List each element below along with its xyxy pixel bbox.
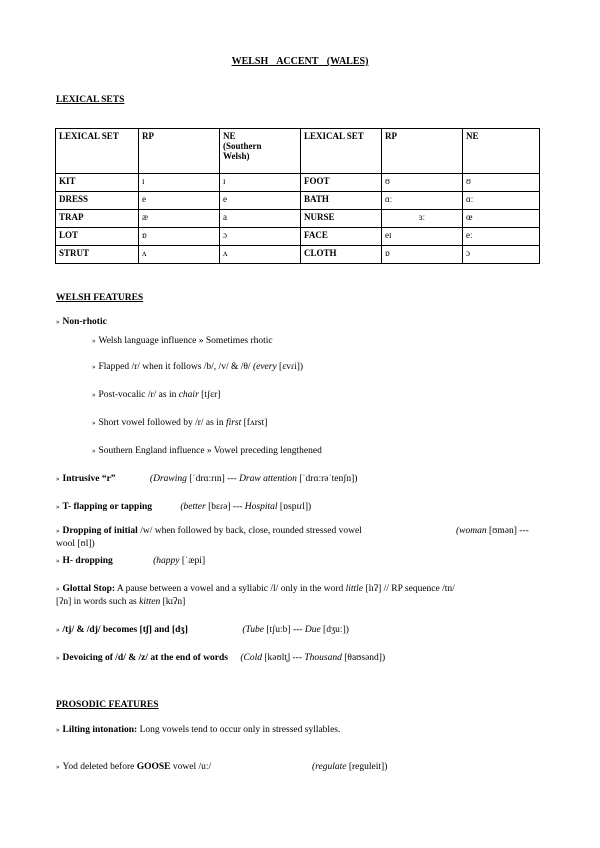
example-word: (better: [180, 502, 206, 512]
lexical-sets-heading: LEXICAL SETS: [56, 95, 125, 105]
feature-label: Glottal Stop:: [62, 584, 116, 594]
example-word: kitten: [139, 597, 161, 607]
example-word: (Cold: [240, 653, 262, 663]
feature-devoicing: [56, 653, 385, 663]
example-ipa: [ˈdrɑːrɪn] ---: [186, 474, 240, 484]
example-word: first: [225, 418, 242, 428]
feature-sub-item: [92, 362, 303, 372]
table-cell: ɪ: [220, 174, 301, 192]
example-ipa: [ɒspɪɾl]): [277, 502, 312, 512]
feature-label: Lilting intonation:: [62, 725, 138, 735]
feature-sub-item: [92, 390, 220, 400]
feature-label: Non-rhotic: [62, 317, 107, 327]
welsh-features-heading: WELSH FEATURES: [56, 293, 144, 303]
bullet-icon: »: [92, 337, 96, 345]
example-ipa: [kəʊlt̥] ---: [261, 653, 305, 663]
table-cell: ɑː: [382, 192, 463, 210]
bullet-icon: »: [56, 527, 60, 535]
feature-dropping-w-example: [456, 526, 529, 536]
header-cell: [220, 129, 301, 174]
feature-glottal-stop: [56, 584, 455, 594]
feature-label: Dropping of initial: [62, 526, 138, 536]
header-cell: [301, 129, 382, 174]
table-cell: ɜː: [382, 210, 463, 228]
example-ipa: [ɛvɾi]): [276, 362, 304, 372]
lexical-sets-table: [55, 128, 540, 264]
feature-text: Short vowel followed by /r/ as in: [98, 418, 226, 428]
table-cell: TRAP: [56, 210, 139, 228]
header-cell: [56, 129, 139, 174]
bullet-icon: »: [56, 654, 60, 662]
table-header-row: [56, 129, 540, 174]
example-word: chair: [178, 390, 199, 400]
bullet-icon: »: [92, 419, 96, 427]
example-ipa: [tʃɛr]: [198, 390, 221, 400]
feature-text: Post-vocalic /r/ as in: [98, 390, 179, 400]
feature-text: Long vowels tend to occur only in stressed syllables.: [137, 725, 341, 735]
table-row: [56, 210, 540, 228]
bullet-icon: »: [56, 503, 60, 511]
table-cell: eɪ: [382, 228, 463, 246]
table-cell: CLOTH: [301, 246, 382, 264]
table-cell: eː: [463, 228, 540, 246]
feature-text: [lɪʔ] // RP sequence /tn/: [363, 584, 455, 594]
example-word: Due: [304, 625, 321, 635]
example-word: (happy: [153, 556, 180, 566]
header-lexical-set-2: LEXICAL SET: [304, 131, 364, 141]
bullet-icon: »: [56, 585, 60, 593]
table-cell: ɒ: [139, 228, 220, 246]
table-cell: BATH: [301, 192, 382, 210]
example-word: Thousand: [304, 653, 342, 663]
example-word: (woman: [456, 526, 487, 536]
table-cell: ʊ: [382, 174, 463, 192]
example-ipa: [dʒuː]): [320, 625, 349, 635]
table-cell: a: [220, 210, 301, 228]
feature-text: [kɪʔn]: [160, 597, 186, 607]
table-cell: NURSE: [301, 210, 382, 228]
table-cell: ɪ: [139, 174, 220, 192]
table-row: [56, 228, 540, 246]
example-ipa: [θaʊsənd]): [341, 653, 386, 663]
feature-sub-item: [92, 336, 273, 346]
feature-lilting-intonation: [56, 725, 340, 735]
header-ne-2: NE: [466, 131, 479, 141]
table-cell: ɔ: [463, 246, 540, 264]
feature-text: vowel /uː/: [170, 762, 212, 772]
prosodic-features-heading: PROSODIC FEATURES: [56, 700, 159, 710]
feature-dropping-w-example-cont: [56, 539, 95, 549]
example-ipa: [ʊmən] ---: [486, 526, 529, 536]
header-rp: RP: [142, 131, 154, 141]
table-cell: œ: [463, 210, 540, 228]
table-row: [56, 174, 540, 192]
feature-h-dropping: [56, 556, 205, 566]
bullet-icon: »: [56, 318, 60, 326]
table-cell: LOT: [56, 228, 139, 246]
bullet-icon: »: [92, 447, 96, 455]
feature-text: Flapped /r/ when it follows /b/, /v/ & /θ/: [98, 362, 253, 372]
header-cell: [463, 129, 540, 174]
header-cell: [382, 129, 463, 174]
example-word: (every: [252, 362, 277, 372]
bullet-icon: »: [56, 763, 60, 771]
example-ipa: [reguleit]): [346, 762, 388, 772]
bullet-icon: »: [56, 626, 60, 634]
bullet-icon: »: [56, 475, 60, 483]
table-cell: ɒ: [382, 246, 463, 264]
example-word: (Drawing: [149, 474, 187, 484]
feature-text: Southern England influence » Vowel preceding lengthened: [98, 446, 322, 456]
bullet-icon: »: [92, 363, 96, 371]
feature-glottal-stop-cont: [56, 597, 185, 607]
feature-yod-coalescence: [56, 625, 349, 635]
feature-yod-deletion: [56, 762, 211, 772]
table-cell: FOOT: [301, 174, 382, 192]
table-cell: e: [220, 192, 301, 210]
header-rp-2: RP: [385, 131, 397, 141]
table-cell: ʌ: [139, 246, 220, 264]
feature-label: H- dropping: [62, 556, 113, 566]
table-cell: æ: [139, 210, 220, 228]
header-ne-southern-welsh: NE (Southern Welsh): [223, 131, 262, 161]
feature-text: Welsh language influence » Sometimes rhotic: [98, 336, 273, 346]
header-lexical-set: LEXICAL SET: [59, 131, 119, 141]
example-ipa: [ˈæpi]: [179, 556, 206, 566]
feature-nonrhotic: [56, 317, 107, 327]
example-word: (Tube: [242, 625, 264, 635]
feature-label: T- flapping or tapping: [62, 502, 152, 512]
feature-label: GOOSE: [136, 762, 171, 772]
feature-t-flapping: [56, 502, 311, 512]
table-cell: KIT: [56, 174, 139, 192]
example-word: little: [345, 584, 364, 594]
feature-sub-item: [92, 446, 322, 456]
feature-text: A pause between a vowel and a syllabic /l/ only in the word: [115, 584, 346, 594]
table-cell: DRESS: [56, 192, 139, 210]
table-cell: ɑː: [463, 192, 540, 210]
table-cell: FACE: [301, 228, 382, 246]
bullet-icon: »: [92, 391, 96, 399]
table-row: [56, 246, 540, 264]
feature-text: [ʔn] in words such as: [56, 597, 140, 607]
example-ipa: wool [ʊl]): [56, 539, 95, 549]
feature-text: Yod deleted before: [62, 762, 137, 772]
feature-label: /tj/ & /dj/ becomes [tʃ] and [dʒ]: [62, 625, 188, 635]
table-cell: ʊ: [463, 174, 540, 192]
feature-intrusive-r: [56, 474, 357, 484]
feature-sub-item: [92, 418, 267, 428]
bullet-icon: »: [56, 726, 60, 734]
table-cell: e: [139, 192, 220, 210]
table-row: [56, 192, 540, 210]
page-title: WELSH ACCENT (WALES): [231, 56, 369, 67]
example-ipa: [fʌrst]: [241, 418, 268, 428]
example-word: (regulate: [312, 762, 347, 772]
bullet-icon: »: [56, 557, 60, 565]
feature-yod-deletion-example: [312, 762, 387, 772]
table-cell: ʌ: [220, 246, 301, 264]
feature-dropping-w: [56, 526, 362, 536]
example-word: Hospital: [244, 502, 278, 512]
feature-label: Devoicing of /d/ & /z/ at the end of words: [62, 653, 228, 663]
feature-text: /w/ when followed by back, close, rounded stressed vowel: [137, 526, 362, 536]
example-ipa: [tʃuːb] ---: [263, 625, 305, 635]
example-ipa: [ˈdrɑːrəˈtenʃn]): [296, 474, 358, 484]
table-cell: STRUT: [56, 246, 139, 264]
example-word: Draw attention: [239, 474, 297, 484]
example-ipa: [bɛɾə] ---: [205, 502, 245, 512]
table-cell: ɔ: [220, 228, 301, 246]
header-cell: [139, 129, 220, 174]
feature-label: Intrusive “r”: [62, 474, 116, 484]
